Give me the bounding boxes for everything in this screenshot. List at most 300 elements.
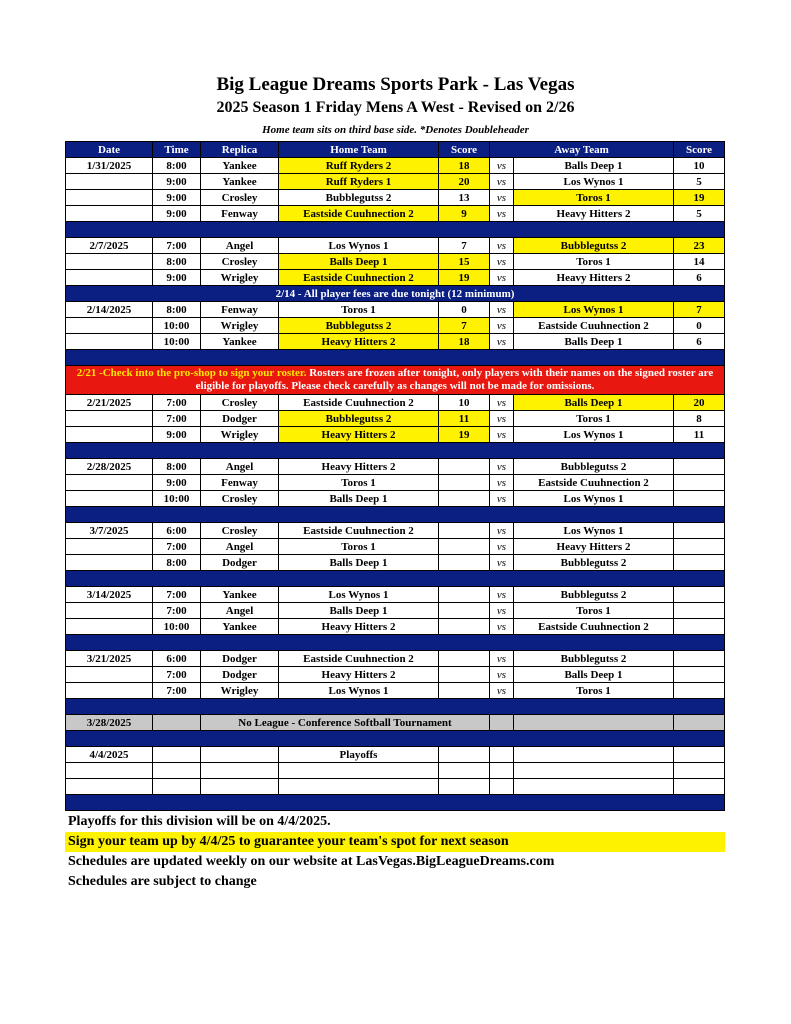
vs-label: vs [490, 254, 514, 270]
vs-label: vs [490, 334, 514, 350]
footer-notes [65, 812, 725, 892]
game-date [66, 206, 153, 222]
game-time: 7:00 [153, 667, 201, 683]
home-team: Heavy Hitters 2 [279, 667, 439, 683]
vs-label: vs [490, 651, 514, 667]
game-row [66, 555, 725, 571]
game-time: 9:00 [153, 427, 201, 443]
home-score [439, 523, 490, 539]
away-score [674, 619, 725, 635]
home-score: 7 [439, 238, 490, 254]
away-team: Toros 1 [514, 411, 674, 427]
blank-cell [490, 779, 514, 795]
vs-label: vs [490, 318, 514, 334]
game-replica: Angel [201, 539, 279, 555]
game-time: 8:00 [153, 254, 201, 270]
away-score: 19 [674, 190, 725, 206]
home-team: Bubblegutss 2 [279, 190, 439, 206]
game-replica: Crosley [201, 190, 279, 206]
game-row [66, 523, 725, 539]
home-score: 15 [439, 254, 490, 270]
away-score [674, 459, 725, 475]
signup-notice: Sign your team up by 4/4/25 to guarantee your team's spot for next season [65, 832, 725, 852]
game-date [66, 254, 153, 270]
away-team: Los Wynos 1 [514, 523, 674, 539]
home-score [439, 491, 490, 507]
game-time: 7:00 [153, 238, 201, 254]
roster-alert-text: Rosters are frozen after tonight, only players with their names on the signed roster are eligible for playoffs. Please check carefully as changes will not be made for omissions. [195, 367, 714, 392]
separator-row [66, 443, 725, 459]
game-replica: Fenway [201, 206, 279, 222]
vs-label: vs [490, 190, 514, 206]
blank-cell [674, 763, 725, 779]
away-score [674, 539, 725, 555]
game-row [66, 302, 725, 318]
page-subtitle: 2025 Season 1 Friday Mens A West - Revised on 2/26 [216, 99, 575, 116]
game-time: 7:00 [153, 587, 201, 603]
away-team [514, 715, 674, 731]
separator-cell [66, 350, 725, 366]
game-row [66, 667, 725, 683]
game-date [66, 411, 153, 427]
away-team: Toros 1 [514, 190, 674, 206]
table-header-row [66, 142, 725, 158]
vs-cell [490, 747, 514, 763]
game-row [66, 651, 725, 667]
away-score [674, 651, 725, 667]
game-row [66, 174, 725, 190]
game-replica [201, 747, 279, 763]
vs-cell [490, 715, 514, 731]
game-time: 9:00 [153, 174, 201, 190]
game-replica: Angel [201, 238, 279, 254]
game-replica: Crosley [201, 254, 279, 270]
home-team: Eastside Cuuhnection 2 [279, 395, 439, 411]
game-time: 8:00 [153, 158, 201, 174]
game-row [66, 158, 725, 174]
header-away-score: Score [674, 142, 725, 158]
game-date [66, 603, 153, 619]
blank-row [66, 779, 725, 795]
home-score: 10 [439, 395, 490, 411]
blank-row [66, 763, 725, 779]
playoffs-row [66, 747, 725, 763]
game-replica: Wrigley [201, 318, 279, 334]
away-team: Bubblegutss 2 [514, 587, 674, 603]
separator-cell [66, 795, 725, 811]
away-score [674, 683, 725, 699]
away-score: 5 [674, 206, 725, 222]
vs-label: vs [490, 667, 514, 683]
playoffs-label: Playoffs [279, 747, 439, 763]
home-score [439, 459, 490, 475]
game-row [66, 603, 725, 619]
away-score: 23 [674, 238, 725, 254]
game-date: 1/31/2025 [66, 158, 153, 174]
home-team: Los Wynos 1 [279, 587, 439, 603]
separator-row [66, 699, 725, 715]
home-score: 0 [439, 302, 490, 318]
home-team: Balls Deep 1 [279, 555, 439, 571]
game-date [66, 555, 153, 571]
away-team: Eastside Cuuhnection 2 [514, 619, 674, 635]
home-score [439, 747, 490, 763]
vs-label: vs [490, 411, 514, 427]
no-league-row [66, 715, 725, 731]
game-row [66, 619, 725, 635]
game-row [66, 254, 725, 270]
home-score [439, 619, 490, 635]
game-time: 10:00 [153, 491, 201, 507]
header-home-score: Score [439, 142, 490, 158]
vs-label: vs [490, 683, 514, 699]
blank-cell [674, 779, 725, 795]
home-score: 20 [439, 174, 490, 190]
away-team: Bubblegutss 2 [514, 238, 674, 254]
blank-cell [514, 763, 674, 779]
separator-row [66, 507, 725, 523]
game-date [66, 174, 153, 190]
game-replica: Wrigley [201, 683, 279, 699]
home-score [439, 539, 490, 555]
game-date [66, 491, 153, 507]
game-row [66, 206, 725, 222]
home-team: Balls Deep 1 [279, 603, 439, 619]
game-replica: Yankee [201, 334, 279, 350]
header-time: Time [153, 142, 201, 158]
away-score [674, 715, 725, 731]
header-replica: Replica [201, 142, 279, 158]
away-score [674, 747, 725, 763]
game-replica: Wrigley [201, 427, 279, 443]
game-row [66, 270, 725, 286]
separator-cell [66, 635, 725, 651]
game-replica: Dodger [201, 651, 279, 667]
game-row [66, 539, 725, 555]
vs-label: vs [490, 174, 514, 190]
home-team: Heavy Hitters 2 [279, 427, 439, 443]
away-team: Bubblegutss 2 [514, 459, 674, 475]
away-team: Toros 1 [514, 603, 674, 619]
game-row [66, 475, 725, 491]
away-team: Eastside Cuuhnection 2 [514, 475, 674, 491]
away-team: Los Wynos 1 [514, 302, 674, 318]
home-team: Toros 1 [279, 539, 439, 555]
game-date: 2/28/2025 [66, 459, 153, 475]
separator-cell [66, 731, 725, 747]
home-team: Eastside Cuuhnection 2 [279, 523, 439, 539]
vs-label: vs [490, 603, 514, 619]
separator-row [66, 795, 725, 811]
home-score: 13 [439, 190, 490, 206]
away-team: Toros 1 [514, 254, 674, 270]
home-team: Toros 1 [279, 302, 439, 318]
away-score [674, 523, 725, 539]
vs-label: vs [490, 523, 514, 539]
home-team: Bubblegutss 2 [279, 318, 439, 334]
blank-cell [439, 779, 490, 795]
separator-row [66, 571, 725, 587]
game-date [66, 683, 153, 699]
away-team: Balls Deep 1 [514, 158, 674, 174]
game-date: 2/14/2025 [66, 302, 153, 318]
game-time: 6:00 [153, 651, 201, 667]
away-team: Heavy Hitters 2 [514, 206, 674, 222]
game-time: 7:00 [153, 683, 201, 699]
away-team: Heavy Hitters 2 [514, 539, 674, 555]
away-score: 11 [674, 427, 725, 443]
game-replica: Yankee [201, 174, 279, 190]
home-score: 18 [439, 334, 490, 350]
separator-cell [66, 222, 725, 238]
footer-line: Schedules are updated weekly on our website at LasVegas.BigLeagueDreams.com [68, 854, 555, 869]
header-home-team: Home Team [279, 142, 439, 158]
game-date: 4/4/2025 [66, 747, 153, 763]
blank-cell [514, 779, 674, 795]
game-date [66, 334, 153, 350]
game-row [66, 395, 725, 411]
game-replica: Yankee [201, 619, 279, 635]
away-score: 6 [674, 334, 725, 350]
game-date: 3/28/2025 [66, 715, 153, 731]
away-team: Heavy Hitters 2 [514, 270, 674, 286]
game-replica: Yankee [201, 158, 279, 174]
away-score: 20 [674, 395, 725, 411]
separator-row [66, 222, 725, 238]
game-replica: Crosley [201, 523, 279, 539]
game-replica: Angel [201, 459, 279, 475]
home-team: Eastside Cuuhnection 2 [279, 206, 439, 222]
away-score: 7 [674, 302, 725, 318]
away-team [514, 747, 674, 763]
game-time: 6:00 [153, 523, 201, 539]
home-score: 9 [439, 206, 490, 222]
game-date [66, 190, 153, 206]
header-away-team: Away Team [490, 142, 674, 158]
schedule-table [65, 141, 725, 811]
blank-cell [201, 779, 279, 795]
separator-cell [66, 507, 725, 523]
roster-alert-cell [66, 366, 725, 395]
vs-label: vs [490, 427, 514, 443]
home-team: Toros 1 [279, 475, 439, 491]
away-score: 0 [674, 318, 725, 334]
blank-cell [201, 763, 279, 779]
home-score: 19 [439, 427, 490, 443]
vs-label: vs [490, 539, 514, 555]
game-row [66, 427, 725, 443]
vs-label: vs [490, 158, 514, 174]
game-replica: Crosley [201, 491, 279, 507]
game-time: 9:00 [153, 270, 201, 286]
game-date: 2/21/2025 [66, 395, 153, 411]
vs-label: vs [490, 270, 514, 286]
game-time: 10:00 [153, 619, 201, 635]
game-time: 7:00 [153, 539, 201, 555]
game-row [66, 587, 725, 603]
game-date: 2/7/2025 [66, 238, 153, 254]
home-team: Ruff Ryders 1 [279, 174, 439, 190]
away-team: Balls Deep 1 [514, 334, 674, 350]
away-team: Eastside Cuuhnection 2 [514, 318, 674, 334]
schedule-note: Home team sits on third base side. *Denotes Doubleheader [262, 124, 529, 136]
home-score: 7 [439, 318, 490, 334]
away-score: 14 [674, 254, 725, 270]
separator-row [66, 635, 725, 651]
away-team: Los Wynos 1 [514, 174, 674, 190]
game-replica: Dodger [201, 667, 279, 683]
separator-row [66, 731, 725, 747]
away-team: Los Wynos 1 [514, 427, 674, 443]
footer-line: Playoffs for this division will be on 4/4/2025. [68, 814, 331, 829]
away-team: Bubblegutss 2 [514, 651, 674, 667]
away-score [674, 491, 725, 507]
game-time: 9:00 [153, 206, 201, 222]
away-score [674, 587, 725, 603]
game-date [66, 619, 153, 635]
game-date [66, 475, 153, 491]
separator-cell [66, 571, 725, 587]
game-time: 8:00 [153, 555, 201, 571]
notice-text: 2/14 - All player fees are due tonight (12 minimum) [66, 286, 725, 302]
away-score: 10 [674, 158, 725, 174]
game-time: 9:00 [153, 190, 201, 206]
blank-cell [279, 763, 439, 779]
game-time: 10:00 [153, 334, 201, 350]
vs-label: vs [490, 302, 514, 318]
home-score [439, 475, 490, 491]
home-score [439, 651, 490, 667]
game-replica: Fenway [201, 302, 279, 318]
home-team: Heavy Hitters 2 [279, 619, 439, 635]
home-team: Los Wynos 1 [279, 683, 439, 699]
vs-label: vs [490, 491, 514, 507]
home-team: Eastside Cuuhnection 2 [279, 651, 439, 667]
home-team: Eastside Cuuhnection 2 [279, 270, 439, 286]
footer-line: Schedules are subject to change [68, 874, 257, 889]
away-score [674, 667, 725, 683]
blank-cell [153, 779, 201, 795]
game-time [153, 747, 201, 763]
home-team: Balls Deep 1 [279, 254, 439, 270]
game-row [66, 190, 725, 206]
notice-row [66, 286, 725, 302]
game-time: 8:00 [153, 459, 201, 475]
game-date [66, 427, 153, 443]
page-title: Big League Dreams Sports Park - Las Vegas [216, 74, 575, 95]
home-score: 11 [439, 411, 490, 427]
vs-label: vs [490, 395, 514, 411]
home-score [439, 603, 490, 619]
away-score: 6 [674, 270, 725, 286]
home-team: Heavy Hitters 2 [279, 459, 439, 475]
blank-cell [279, 779, 439, 795]
game-date [66, 667, 153, 683]
game-date [66, 318, 153, 334]
game-time: 7:00 [153, 395, 201, 411]
vs-label: vs [490, 206, 514, 222]
game-row [66, 238, 725, 254]
no-league-text: No League - Conference Softball Tournament [201, 715, 490, 731]
game-row [66, 459, 725, 475]
game-time: 9:00 [153, 475, 201, 491]
away-team: Los Wynos 1 [514, 491, 674, 507]
separator-cell [66, 443, 725, 459]
game-row [66, 411, 725, 427]
header-date: Date [66, 142, 153, 158]
away-score: 8 [674, 411, 725, 427]
vs-label: vs [490, 475, 514, 491]
game-row [66, 683, 725, 699]
blank-cell [490, 763, 514, 779]
home-team: Bubblegutss 2 [279, 411, 439, 427]
home-team: Los Wynos 1 [279, 238, 439, 254]
game-time: 10:00 [153, 318, 201, 334]
away-team: Balls Deep 1 [514, 395, 674, 411]
roster-alert-row [66, 366, 725, 395]
home-score: 18 [439, 158, 490, 174]
away-score [674, 603, 725, 619]
game-time [153, 715, 201, 731]
home-score [439, 667, 490, 683]
game-date: 3/21/2025 [66, 651, 153, 667]
separator-cell [66, 699, 725, 715]
vs-label: vs [490, 555, 514, 571]
away-score: 5 [674, 174, 725, 190]
game-time: 7:00 [153, 411, 201, 427]
away-team: Bubblegutss 2 [514, 555, 674, 571]
game-row [66, 334, 725, 350]
blank-cell [66, 779, 153, 795]
home-team: Balls Deep 1 [279, 491, 439, 507]
away-score [674, 555, 725, 571]
game-date [66, 539, 153, 555]
game-row [66, 318, 725, 334]
home-score [439, 555, 490, 571]
home-score: 19 [439, 270, 490, 286]
home-score [439, 683, 490, 699]
game-time: 8:00 [153, 302, 201, 318]
game-replica: Angel [201, 603, 279, 619]
game-replica: Crosley [201, 395, 279, 411]
blank-cell [439, 763, 490, 779]
away-team: Toros 1 [514, 683, 674, 699]
game-date: 3/7/2025 [66, 523, 153, 539]
away-team: Balls Deep 1 [514, 667, 674, 683]
home-score [439, 587, 490, 603]
game-time: 7:00 [153, 603, 201, 619]
home-team: Heavy Hitters 2 [279, 334, 439, 350]
game-replica: Yankee [201, 587, 279, 603]
game-date: 3/14/2025 [66, 587, 153, 603]
vs-label: vs [490, 587, 514, 603]
game-row [66, 491, 725, 507]
roster-alert-lead: 2/21 -Check into the pro-shop to sign your roster. [76, 367, 307, 379]
vs-label: vs [490, 619, 514, 635]
separator-row [66, 350, 725, 366]
blank-cell [66, 763, 153, 779]
vs-label: vs [490, 238, 514, 254]
home-team: Ruff Ryders 2 [279, 158, 439, 174]
game-replica: Dodger [201, 555, 279, 571]
game-replica: Dodger [201, 411, 279, 427]
game-date [66, 270, 153, 286]
game-replica: Fenway [201, 475, 279, 491]
game-replica: Wrigley [201, 270, 279, 286]
vs-label: vs [490, 459, 514, 475]
away-score [674, 475, 725, 491]
blank-cell [153, 763, 201, 779]
